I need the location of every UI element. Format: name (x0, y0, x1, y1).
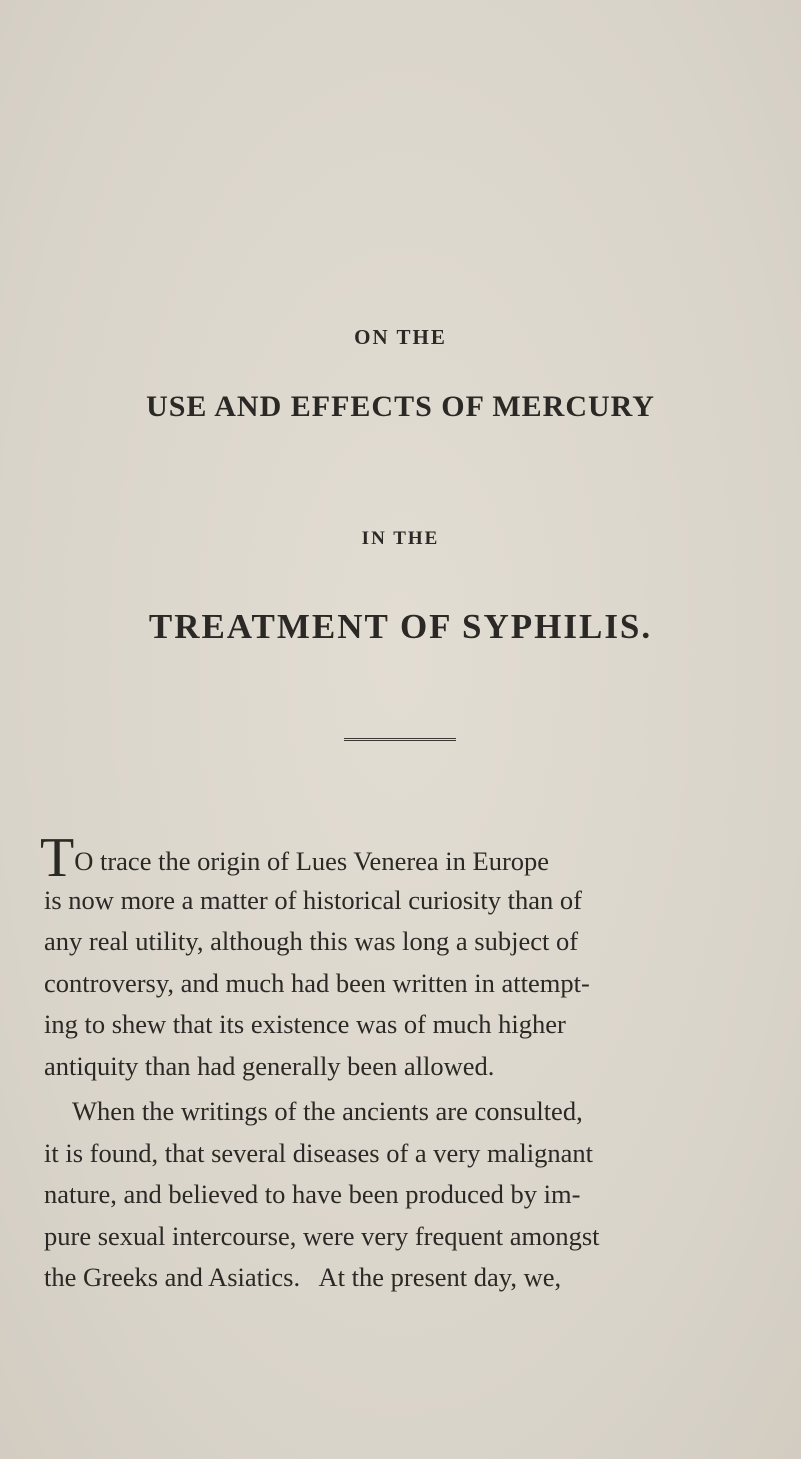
text-line: it is found, that several diseases of a very malignant (44, 1137, 593, 1168)
text-line: is now more a matter of historical curiosity than of (44, 884, 582, 915)
heading-title-main: USE AND EFFECTS OF MERCURY (146, 390, 655, 423)
text-line: the Greeks and Asiatics. At the present day, we, (44, 1262, 562, 1292)
text-line: antiquity than had generally been allowed. (44, 1050, 495, 1081)
heading-in-the: IN THE (361, 528, 440, 549)
text-line: any real utility, although this was long a subject of (44, 926, 579, 956)
drop-cap: T (40, 827, 75, 889)
text-line: pure sexual intercourse, were very frequent amongst (44, 1220, 600, 1251)
text-line: nature, and believed to have been produced by im- (44, 1179, 581, 1209)
text-line (40, 827, 734, 889)
paragraph-1 (40, 827, 734, 1087)
text-line-content: O trace the origin of Lues Venerea in Europe (74, 846, 550, 876)
heading-title-sub: TREATMENT OF SYPHILIS. (148, 607, 653, 646)
text-line: controversy, and much had been written in attempt- (44, 967, 590, 998)
section-divider (344, 738, 456, 744)
text-line: When the writings of the ancients are consulted, (72, 1096, 583, 1126)
paragraph-2 (44, 1091, 734, 1299)
text-line: ing to shew that its existence was of much higher (44, 1009, 566, 1039)
heading-on-the: ON THE (354, 325, 447, 349)
